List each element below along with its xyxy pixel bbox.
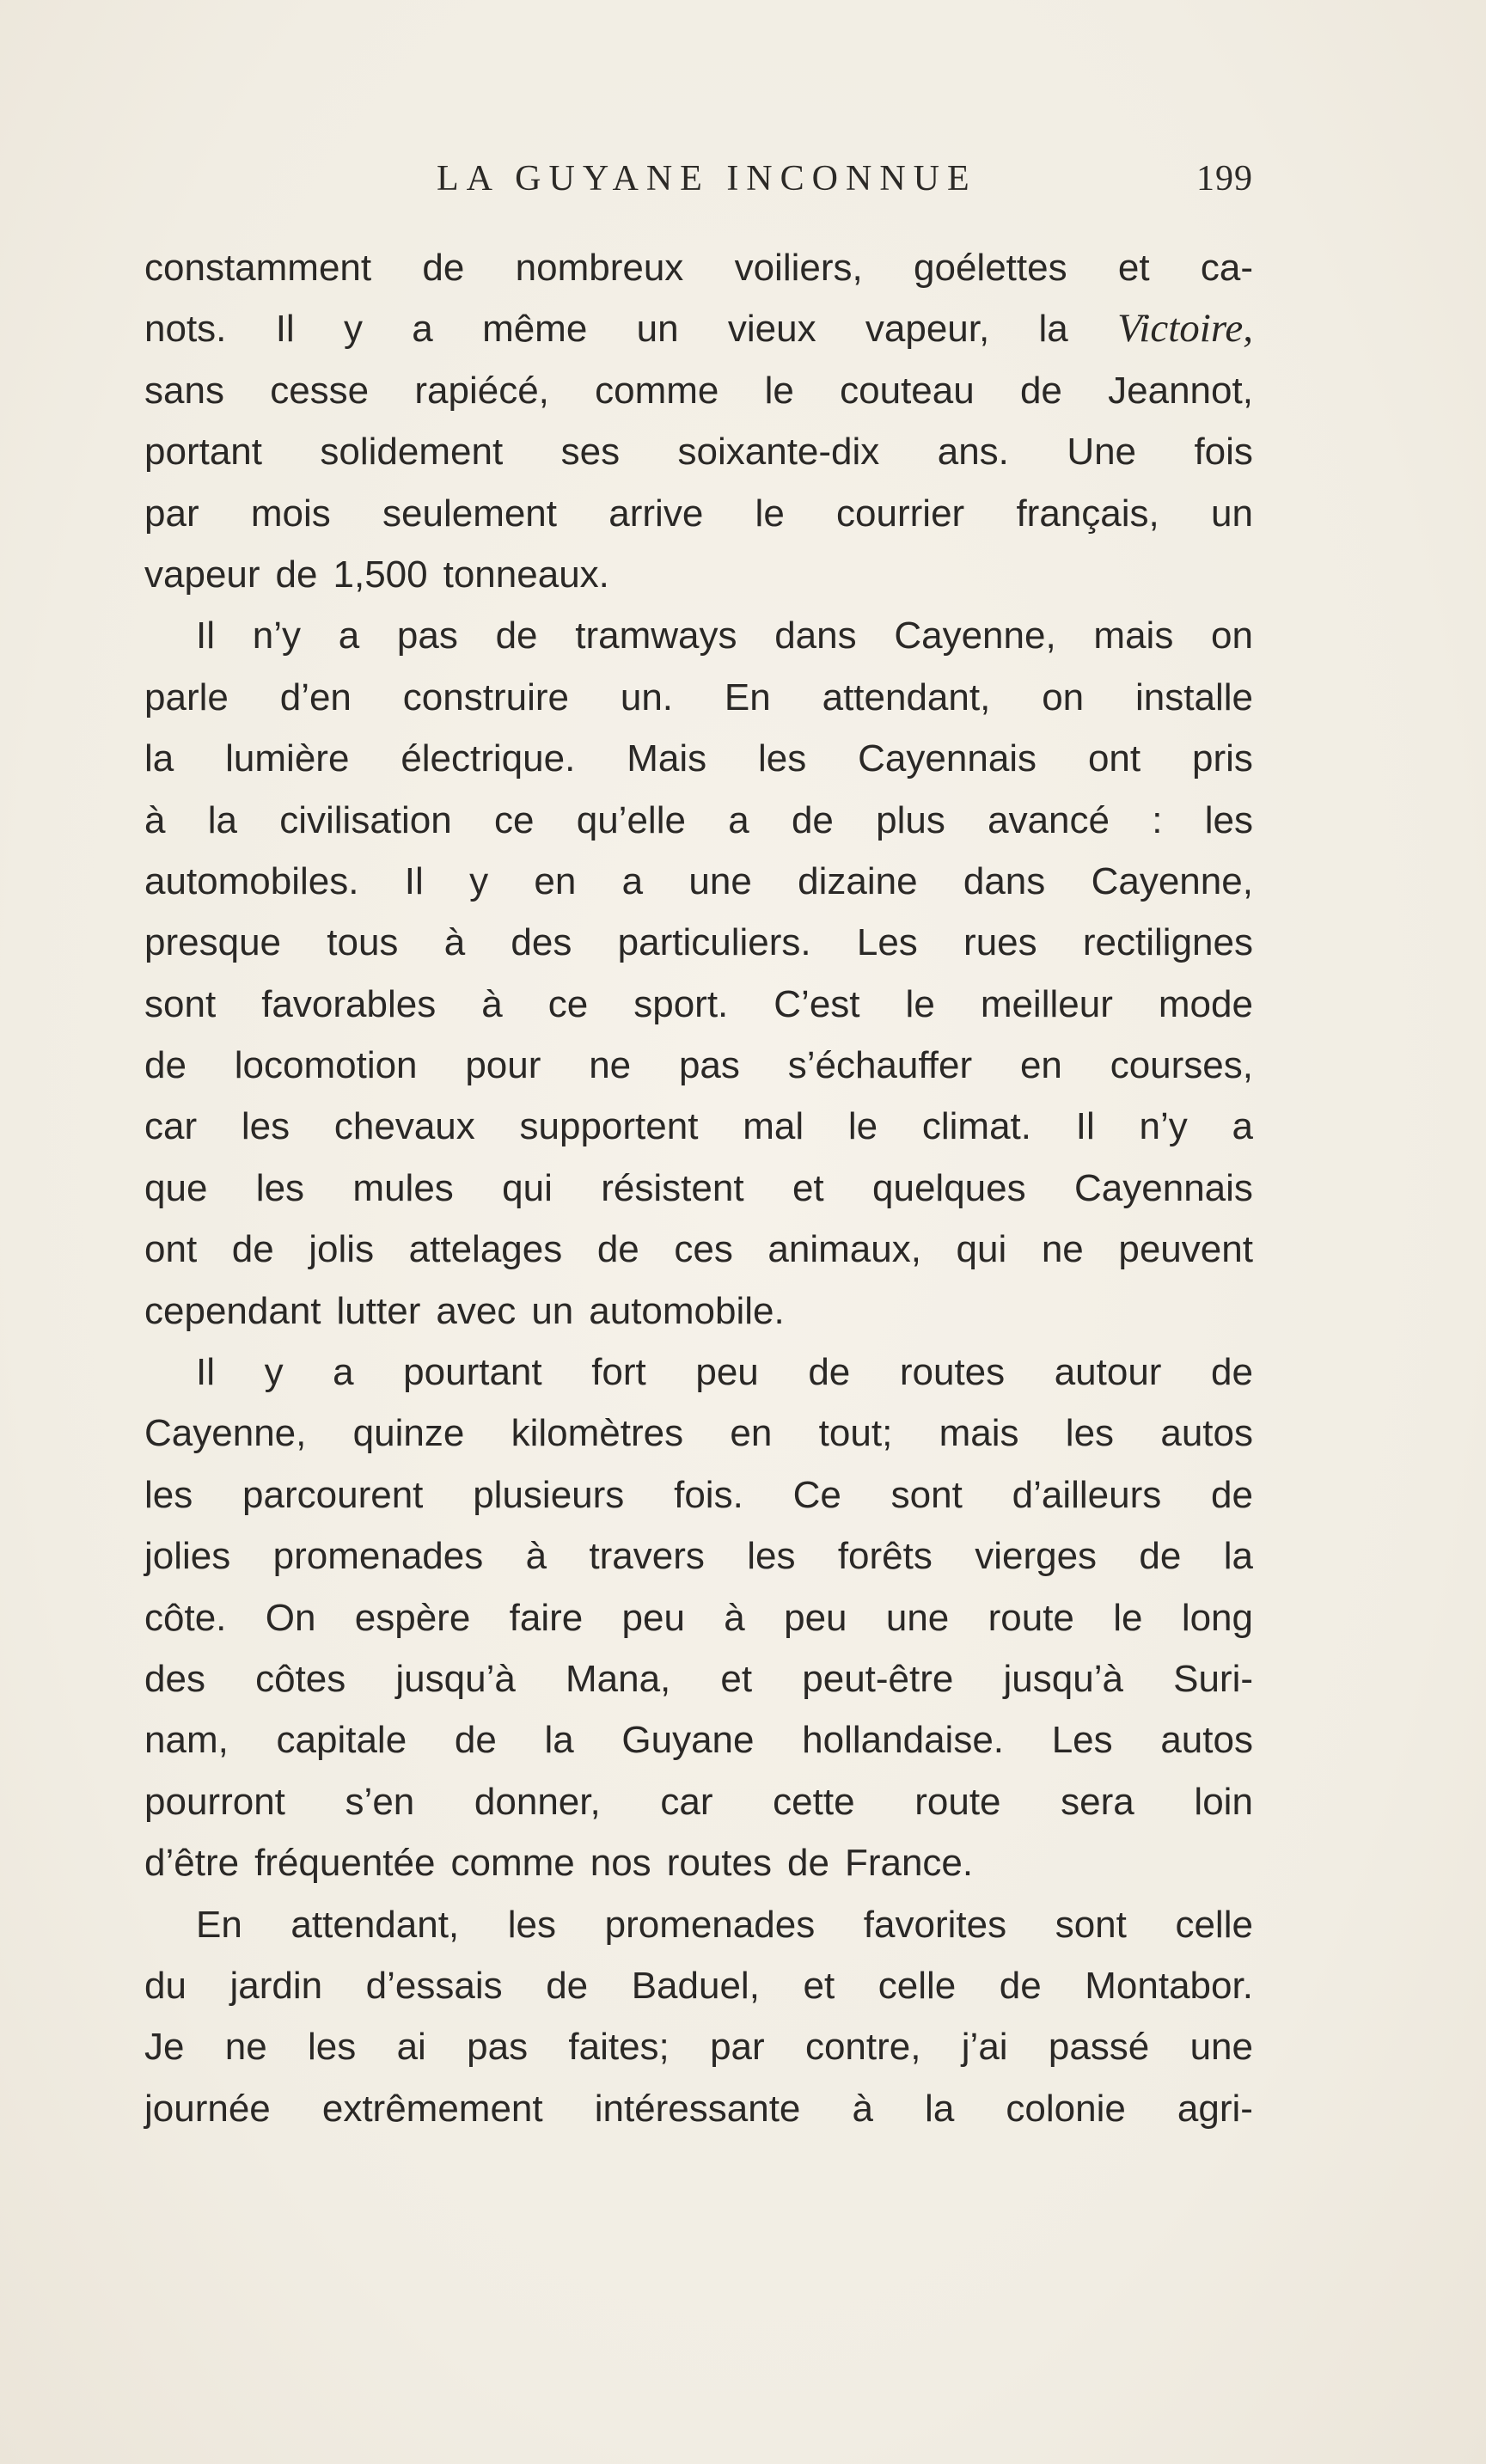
text-word: de — [144, 1044, 187, 1087]
text-word: sans — [144, 369, 224, 412]
text-word: faire — [509, 1596, 584, 1639]
text-word: Montabor. — [1085, 1964, 1253, 2007]
text-word: de — [231, 1228, 274, 1271]
text-line — [144, 237, 1253, 298]
text-word: de — [596, 1228, 639, 1271]
text-word: s’échauffer — [787, 1044, 973, 1087]
text-word: Baduel, — [631, 1964, 760, 2007]
text-word: jusqu’à — [1003, 1657, 1123, 1700]
text-word: Il — [275, 308, 295, 351]
text-word: ai — [396, 2026, 426, 2069]
text-word: d’être — [144, 1842, 240, 1885]
text-word: la — [544, 1719, 574, 1762]
text-word: voiliers, — [734, 247, 863, 289]
text-word: une — [1189, 2026, 1253, 2069]
text-word: ont — [144, 1228, 198, 1271]
text-word: qui — [502, 1166, 553, 1209]
text-word: un. — [620, 676, 674, 718]
text-word: espère — [354, 1596, 471, 1639]
text-word: la — [207, 798, 237, 841]
text-word: qui — [956, 1228, 1007, 1271]
text-word: tramways — [575, 614, 737, 657]
text-word: attendant, — [822, 676, 991, 718]
text-word: de — [495, 614, 538, 657]
text-word: Victoire, — [1117, 306, 1253, 352]
text-word: loin — [1194, 1780, 1253, 1823]
page-number: 199 — [1196, 159, 1253, 199]
text-word: goélettes — [914, 247, 1067, 289]
text-word: Mais — [627, 737, 707, 780]
text-word: fréquentée — [254, 1842, 436, 1885]
text-word: dizaine — [798, 859, 918, 902]
text-line — [144, 1158, 1253, 1219]
text-line — [144, 1894, 1253, 1955]
text-word: construire — [402, 676, 569, 718]
text-word: un — [1211, 492, 1253, 535]
text-word: journée — [144, 2087, 271, 2130]
text-word: mode — [1158, 982, 1253, 1025]
text-word: y — [264, 1351, 284, 1394]
text-line — [144, 360, 1253, 421]
text-line — [144, 1709, 1253, 1770]
text-word: d’ailleurs — [1012, 1473, 1162, 1516]
text-word: France. — [844, 1842, 974, 1885]
text-word: ca- — [1200, 247, 1253, 289]
text-word: Cayenne, — [144, 1412, 307, 1455]
text-line — [144, 667, 1253, 728]
text-word: solidement — [320, 431, 504, 474]
text-word: plusieurs — [473, 1473, 625, 1516]
text-word: cependant — [144, 1289, 321, 1332]
text-word: automobiles. — [144, 859, 359, 902]
text-word: y — [343, 308, 363, 351]
text-word: de — [999, 1964, 1042, 2007]
text-word: couteau — [840, 369, 975, 412]
text-word: de — [546, 1964, 589, 2007]
text-word: cesse — [270, 369, 370, 412]
text-word: autos — [1160, 1719, 1253, 1762]
text-word: même — [482, 308, 588, 351]
text-word: pris — [1192, 737, 1253, 780]
text-word: Cayennais — [858, 737, 1037, 780]
text-word: pourtant — [403, 1351, 542, 1394]
text-word: pas — [467, 2026, 529, 2069]
text-word: ce — [547, 982, 589, 1025]
text-word: Cayenne, — [1091, 859, 1253, 902]
text-word: de — [1139, 1535, 1182, 1578]
text-word: de — [422, 247, 465, 289]
text-word: civilisation — [279, 798, 452, 841]
text-word: Il — [404, 859, 424, 902]
text-word: les — [758, 737, 807, 780]
text-word: Il — [196, 1351, 215, 1394]
text-word: ans. — [937, 431, 1009, 474]
text-word: lutter — [336, 1289, 421, 1332]
text-word: lumière — [225, 737, 350, 780]
text-word: Je — [144, 2026, 185, 2069]
text-word: attendant, — [290, 1903, 460, 1946]
running-title: LA GUYANE INCONNUE — [437, 159, 977, 199]
text-line — [144, 974, 1253, 1035]
text-word: et — [803, 1964, 835, 2007]
text-word: celle — [878, 1964, 957, 2007]
text-word: mais — [939, 1412, 1019, 1455]
text-word: favorables — [261, 982, 437, 1025]
text-word: on — [1211, 614, 1253, 657]
text-word: tonneaux. — [443, 553, 609, 596]
text-word: dans — [774, 614, 857, 657]
text-word: a — [338, 614, 360, 657]
text-word: chevaux — [333, 1105, 475, 1148]
text-word: routes — [666, 1842, 772, 1885]
text-word: en — [730, 1412, 773, 1455]
text-word: donner, — [474, 1780, 601, 1823]
text-word: forêts — [837, 1535, 933, 1578]
text-word: et — [720, 1657, 753, 1700]
text-word: et — [1117, 247, 1150, 289]
text-word: la — [1038, 308, 1068, 351]
text-word: courses, — [1110, 1044, 1253, 1087]
text-word: fois — [1194, 431, 1253, 474]
text-line — [144, 1464, 1253, 1525]
text-word: favorites — [863, 1903, 1007, 1946]
text-word: presque — [144, 921, 282, 964]
text-word: automobile. — [589, 1289, 785, 1332]
text-word: électrique. — [401, 737, 576, 780]
text-word: tout; — [818, 1412, 893, 1455]
text-word: vierges — [975, 1535, 1098, 1578]
text-word: cette — [773, 1780, 855, 1823]
text-word: les — [308, 2026, 357, 2069]
text-word: on — [1042, 676, 1085, 718]
text-word: la — [1223, 1535, 1253, 1578]
text-word: Les — [856, 921, 918, 964]
text-word: long — [1181, 1596, 1253, 1639]
text-word: Mana, — [565, 1657, 671, 1700]
text-word: passé — [1048, 2026, 1150, 2069]
text-word: portant — [144, 431, 262, 474]
text-word: kilomètres — [511, 1412, 684, 1455]
text-word: travers — [589, 1535, 705, 1578]
text-word: le — [905, 982, 935, 1025]
text-word: peuvent — [1118, 1228, 1253, 1271]
text-line — [144, 1403, 1253, 1464]
text-line — [144, 298, 1253, 359]
text-word: vieux — [727, 308, 816, 351]
text-word: extrêmement — [321, 2087, 543, 2130]
text-word: car — [144, 1105, 198, 1148]
text-word: rapiécé, — [414, 369, 549, 412]
text-word: courrier — [836, 492, 965, 535]
text-word: jolis — [309, 1228, 375, 1271]
text-word: résistent — [601, 1166, 744, 1209]
text-word: ne — [589, 1044, 632, 1087]
text-line — [144, 1587, 1253, 1648]
text-word: quelques — [872, 1166, 1026, 1209]
text-word: peu — [621, 1596, 685, 1639]
text-word: les — [241, 1105, 290, 1148]
text-word: le — [1113, 1596, 1143, 1639]
text-line — [144, 912, 1253, 973]
text-word: installe — [1135, 676, 1253, 718]
text-word: colonie — [1006, 2087, 1126, 2130]
text-line — [144, 1771, 1253, 1832]
text-word: pour — [465, 1044, 541, 1087]
text-word: constamment — [144, 247, 372, 289]
text-word: mules — [352, 1166, 454, 1209]
text-word: à — [443, 921, 466, 964]
text-word: promenades — [272, 1535, 484, 1578]
text-word: nam, — [144, 1719, 229, 1762]
text-line — [144, 2078, 1253, 2139]
text-line — [144, 2016, 1253, 2077]
text-word: pourront — [144, 1780, 285, 1823]
text-word: autour — [1054, 1351, 1162, 1394]
text-word: un — [636, 308, 679, 351]
text-word: de — [1211, 1473, 1253, 1516]
text-word: supportent — [519, 1105, 699, 1148]
text-word: avec — [436, 1289, 517, 1332]
text-word: jolies — [144, 1535, 231, 1578]
text-word: quinze — [352, 1412, 465, 1455]
text-word: peu — [784, 1596, 847, 1639]
text-word: la — [925, 2087, 955, 2130]
text-word: à — [724, 1596, 745, 1639]
text-word: ne — [1041, 1228, 1084, 1271]
text-word: 1,500 — [333, 553, 428, 596]
text-word: de — [454, 1719, 497, 1762]
text-word: hollandaise. — [802, 1719, 1005, 1762]
text-word: du — [144, 1964, 187, 2007]
text-word: les — [507, 1903, 556, 1946]
text-word: particuliers. — [617, 921, 811, 964]
text-word: a — [1232, 1105, 1253, 1148]
text-word: de — [791, 798, 834, 841]
text-word: des — [144, 1657, 205, 1700]
text-word: rues — [963, 921, 1037, 964]
text-word: j’ai — [961, 2026, 1008, 2069]
text-word: et — [792, 1166, 824, 1209]
text-word: intéressante — [594, 2087, 801, 2130]
text-word: sont — [890, 1473, 963, 1516]
text-word: parle — [144, 676, 229, 718]
text-line — [144, 1832, 1253, 1893]
text-word: ce — [494, 798, 535, 841]
text-word: sont — [1055, 1903, 1127, 1946]
text-word: le — [847, 1105, 878, 1148]
text-word: route — [914, 1780, 1001, 1823]
text-word: En — [724, 676, 771, 718]
text-word: d’essais — [365, 1964, 503, 2007]
text-word: une — [688, 859, 752, 902]
text-word: ses — [560, 431, 621, 474]
page-header — [144, 153, 1253, 205]
text-word: celle — [1175, 1903, 1253, 1946]
text-word: rectilignes — [1082, 921, 1253, 964]
text-word: la — [144, 737, 174, 780]
text-word: En — [196, 1903, 242, 1946]
body-text — [144, 237, 1253, 2139]
text-word: nos — [590, 1842, 651, 1885]
text-word: pas — [396, 614, 458, 657]
text-word: n’y — [1139, 1105, 1188, 1148]
text-word: côte. — [144, 1596, 227, 1639]
text-word: a — [333, 1351, 354, 1394]
text-word: n’y — [252, 614, 301, 657]
text-word: Cayenne, — [894, 614, 1056, 657]
text-word: comme — [595, 369, 719, 412]
text-word: Les — [1051, 1719, 1113, 1762]
text-word: routes — [899, 1351, 1006, 1394]
text-word: ne — [224, 2026, 267, 2069]
text-word: seulement — [382, 492, 558, 535]
text-word: vapeur — [144, 553, 260, 596]
text-line — [144, 1342, 1253, 1403]
text-word: de — [786, 1842, 829, 1885]
text-word: parcourent — [242, 1473, 424, 1516]
text-word: fois. — [674, 1473, 743, 1516]
text-line — [144, 1035, 1253, 1096]
text-word: climat. — [921, 1105, 1031, 1148]
text-word: attelages — [408, 1228, 563, 1271]
text-word: mal — [743, 1105, 804, 1148]
text-word: Il — [1075, 1105, 1095, 1148]
text-word: capitale — [276, 1719, 407, 1762]
text-word: des — [511, 921, 572, 964]
text-line — [144, 1955, 1253, 2016]
text-word: Suri- — [1173, 1657, 1253, 1700]
text-word: mois — [250, 492, 331, 535]
text-word: arrive — [608, 492, 704, 535]
text-word: meilleur — [980, 982, 1113, 1025]
text-word: de — [1211, 1351, 1253, 1394]
text-line — [144, 1281, 1253, 1342]
text-word: sera — [1061, 1780, 1134, 1823]
text-word: peut-être — [802, 1657, 954, 1700]
text-word: peu — [695, 1351, 759, 1394]
text-word: a — [621, 859, 644, 902]
text-word: plus — [876, 798, 945, 841]
text-word: Une — [1067, 431, 1137, 474]
text-word: On — [265, 1596, 316, 1639]
text-word: ont — [1087, 737, 1141, 780]
text-line — [144, 1219, 1253, 1280]
text-word: soixante-dix — [677, 431, 880, 474]
text-word: vapeur, — [865, 308, 990, 351]
text-word: une — [885, 1596, 950, 1639]
text-word: nots. — [144, 308, 227, 351]
text-word: jardin — [229, 1964, 323, 2007]
text-word: promenades — [604, 1903, 816, 1946]
text-line — [144, 605, 1253, 666]
text-word: en — [1019, 1044, 1062, 1087]
text-word: côtes — [255, 1657, 346, 1700]
text-line — [144, 1648, 1253, 1709]
text-word: à — [525, 1535, 547, 1578]
text-word: locomotion — [234, 1044, 418, 1087]
text-word: animaux, — [767, 1228, 921, 1271]
text-word: comme — [450, 1842, 575, 1885]
text-word: Jeannot, — [1108, 369, 1253, 412]
text-word: que — [144, 1166, 208, 1209]
text-line — [144, 1096, 1253, 1157]
text-word: les — [1204, 798, 1253, 841]
text-line — [144, 544, 1253, 605]
text-word: le — [764, 369, 794, 412]
text-word: a — [728, 798, 749, 841]
text-word: les — [747, 1535, 796, 1578]
text-word: fort — [591, 1351, 646, 1394]
text-word: français, — [1016, 492, 1159, 535]
text-word: mais — [1093, 614, 1174, 657]
text-word: de — [275, 553, 318, 596]
text-word: sport. — [633, 982, 729, 1025]
text-word: Ce — [792, 1473, 841, 1516]
text-line — [144, 790, 1253, 851]
text-line — [144, 728, 1253, 789]
text-word: Guyane — [621, 1719, 755, 1762]
text-word: y — [469, 859, 489, 902]
text-word: s’en — [345, 1780, 415, 1823]
text-word: jusqu’à — [395, 1657, 516, 1700]
text-word: autos — [1160, 1412, 1253, 1455]
text-word: nombreux — [515, 247, 684, 289]
text-word: dans — [963, 859, 1046, 902]
text-line — [144, 421, 1253, 482]
text-word: de — [1019, 369, 1062, 412]
text-line — [144, 483, 1253, 544]
text-word: agri- — [1177, 2087, 1253, 2130]
text-word: : — [1152, 798, 1163, 841]
text-word: à — [144, 798, 166, 841]
text-word: à — [481, 982, 503, 1025]
text-word: à — [852, 2087, 873, 2130]
text-word: faites; — [568, 2026, 670, 2069]
text-word: pas — [678, 1044, 740, 1087]
text-line — [144, 1525, 1253, 1587]
text-word: qu’elle — [576, 798, 686, 841]
text-line — [144, 851, 1253, 912]
text-word: les — [144, 1473, 193, 1516]
text-word: contre, — [804, 2026, 921, 2069]
text-word: Il — [196, 614, 215, 657]
text-word: en — [534, 859, 577, 902]
text-word: a — [412, 308, 433, 351]
text-word: route — [988, 1596, 1074, 1639]
text-word: le — [755, 492, 785, 535]
text-word: d’en — [279, 676, 352, 718]
text-word: C’est — [774, 982, 860, 1025]
text-word: de — [808, 1351, 851, 1394]
text-word: avancé — [988, 798, 1110, 841]
text-word: les — [255, 1166, 305, 1209]
text-word: ces — [674, 1228, 733, 1271]
text-word: les — [1065, 1412, 1115, 1455]
text-word: car — [660, 1780, 713, 1823]
text-word: par — [144, 492, 199, 535]
text-word: par — [710, 2026, 765, 2069]
text-word: tous — [327, 921, 399, 964]
text-word: sont — [144, 982, 217, 1025]
text-word: Cayennais — [1074, 1166, 1253, 1209]
text-word: un — [531, 1289, 574, 1332]
